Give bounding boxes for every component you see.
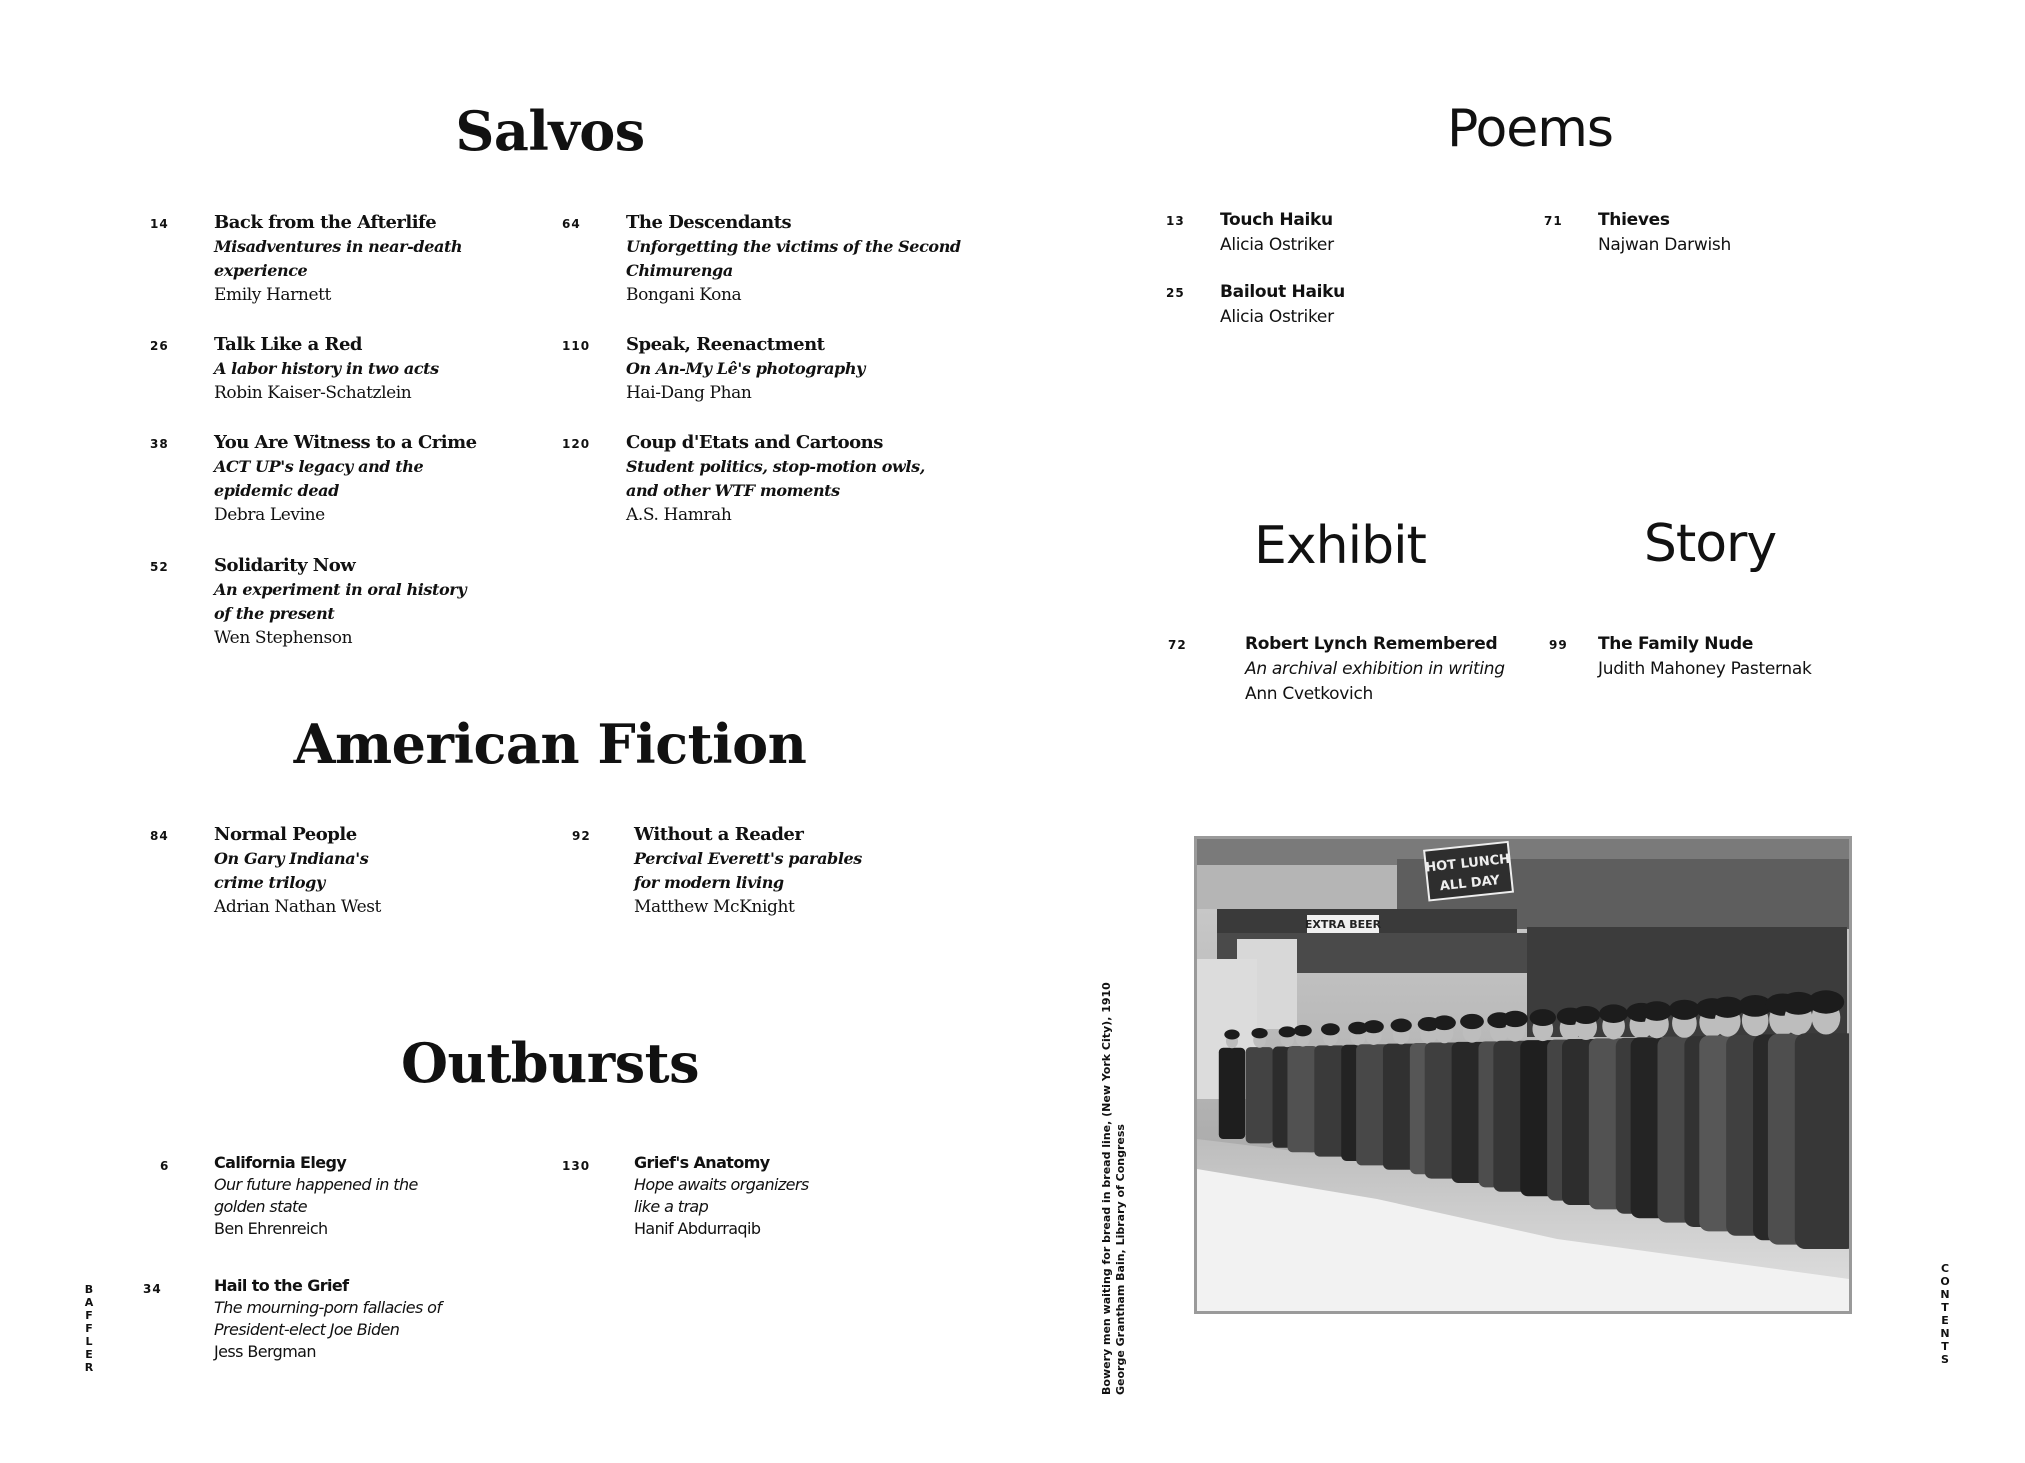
entry-subtitle: crime trilogy	[214, 873, 325, 892]
entry-author: Emily Harnett	[214, 285, 331, 305]
entry-title: Touch Haiku	[1220, 210, 1333, 230]
entry-title: Speak, Reenactment	[626, 334, 825, 355]
entry-author: Hanif Abdurraqib	[634, 1219, 761, 1238]
page-number: 14	[150, 217, 169, 231]
section-title-salvos: Salvos	[455, 99, 645, 163]
entry-author: Ann Cvetkovich	[1245, 684, 1373, 704]
entry-subtitle: golden state	[214, 1197, 307, 1216]
entry-subtitle: Hope awaits organizers	[634, 1175, 809, 1194]
page-number: 25	[1166, 286, 1185, 300]
entry-author: Judith Mahoney Pasternak	[1598, 659, 1812, 679]
entry-subtitle: Our future happened in the	[214, 1175, 418, 1194]
page-number: 71	[1544, 214, 1563, 228]
section-title-story: Story	[1643, 514, 1777, 574]
entry-author: Matthew McKnight	[634, 897, 795, 917]
entry-subtitle: for modern living	[634, 873, 784, 892]
page-number: 120	[562, 437, 591, 451]
entry-author: Najwan Darwish	[1598, 235, 1731, 255]
svg-text:ALL DAY: ALL DAY	[1439, 873, 1501, 895]
page-number: 52	[150, 560, 169, 574]
section-title-outbursts: Outbursts	[401, 1031, 699, 1095]
entry-title: Back from the Afterlife	[214, 212, 437, 233]
entry-subtitle: epidemic dead	[214, 481, 339, 500]
entry-title: Talk Like a Red	[214, 334, 363, 355]
page-number: 13	[1166, 214, 1185, 228]
entry-title: You Are Witness to a Crime	[214, 432, 477, 453]
entry-subtitle: On An-My Lê's photography	[626, 359, 865, 378]
page-number: 6	[160, 1159, 170, 1173]
entry-title: California Elegy	[214, 1153, 347, 1172]
entry-subtitle: Student politics, stop-motion owls,	[626, 457, 925, 476]
entry-title: Bailout Haiku	[1220, 282, 1345, 302]
page-number: 72	[1168, 638, 1187, 652]
entry-title: The Descendants	[626, 212, 792, 233]
entry-title: The Family Nude	[1598, 634, 1754, 654]
entry-subtitle: On Gary Indiana's	[214, 849, 369, 868]
entry-subtitle: experience	[214, 261, 308, 280]
entry-title: Coup d'Etats and Cartoons	[626, 432, 883, 453]
bread-line-photo	[1194, 836, 1852, 1314]
page-number: 92	[572, 829, 591, 843]
entry-subtitle: of the present	[214, 604, 335, 623]
entry-author: Ben Ehrenreich	[214, 1219, 328, 1238]
page-number: 34	[143, 1282, 162, 1296]
entry-subtitle: President-elect Joe Biden	[214, 1320, 400, 1339]
section-title-exhibit: Exhibit	[1254, 516, 1426, 576]
entry-title: Without a Reader	[634, 824, 804, 845]
section-title-american-fiction: American Fiction	[293, 712, 807, 776]
page-number: 99	[1549, 638, 1568, 652]
entry-title: Robert Lynch Remembered	[1245, 634, 1498, 654]
entry-subtitle: like a trap	[634, 1197, 709, 1216]
entry-title: Solidarity Now	[214, 555, 356, 576]
entry-subtitle: The mourning-porn fallacies of	[214, 1298, 442, 1317]
entry-author: Alicia Ostriker	[1220, 235, 1334, 255]
entry-author: Alicia Ostriker	[1220, 307, 1334, 327]
svg-text:EXTRA BEER: EXTRA BEER	[1304, 918, 1382, 931]
entry-title: Hail to the Grief	[214, 1276, 349, 1295]
entry-title: Grief's Anatomy	[634, 1153, 770, 1172]
page-number: 84	[150, 829, 169, 843]
entry-author: Bongani Kona	[626, 285, 742, 305]
entry-subtitle: Percival Everett's parables	[634, 849, 862, 868]
entry-title: Thieves	[1598, 210, 1670, 230]
entry-author: Adrian Nathan West	[214, 897, 381, 917]
page-number: 26	[150, 339, 169, 353]
entry-subtitle: An experiment in oral history	[214, 580, 467, 599]
entry-author: Wen Stephenson	[214, 628, 353, 648]
entry-subtitle: Misadventures in near-death	[214, 237, 463, 256]
entry-subtitle: A labor history in two acts	[214, 359, 439, 378]
page-number: 130	[562, 1159, 591, 1173]
spine-contents-label: C O N T E N T S	[1940, 1262, 1950, 1366]
spine-magazine-name: B A F F L E R	[84, 1283, 94, 1374]
entry-author: Debra Levine	[214, 505, 325, 525]
page-number: 110	[562, 339, 591, 353]
entry-author: Hai-Dang Phan	[626, 383, 752, 403]
entry-subtitle: ACT UP's legacy and the	[214, 457, 424, 476]
entry-author: Robin Kaiser-Schatzlein	[214, 383, 412, 403]
entry-author: Jess Bergman	[214, 1342, 316, 1361]
svg-text:HOT LUNCH: HOT LUNCH	[1424, 851, 1511, 876]
entry-subtitle: and other WTF moments	[626, 481, 840, 500]
entry-subtitle: Unforgetting the victims of the Second	[626, 237, 961, 256]
page-number: 64	[562, 217, 581, 231]
photo-caption: Bowery men waiting for bread in bread line, (New York City), 1910 George Grantham Bain, Library of Congress	[1100, 982, 1127, 1395]
page-number: 38	[150, 437, 169, 451]
entry-author: A.S. Hamrah	[626, 505, 732, 525]
entry-subtitle: An archival exhibition in writing	[1245, 659, 1505, 679]
entry-title: Normal People	[214, 824, 357, 845]
entry-subtitle: Chimurenga	[626, 261, 733, 280]
section-title-poems: Poems	[1446, 99, 1614, 159]
